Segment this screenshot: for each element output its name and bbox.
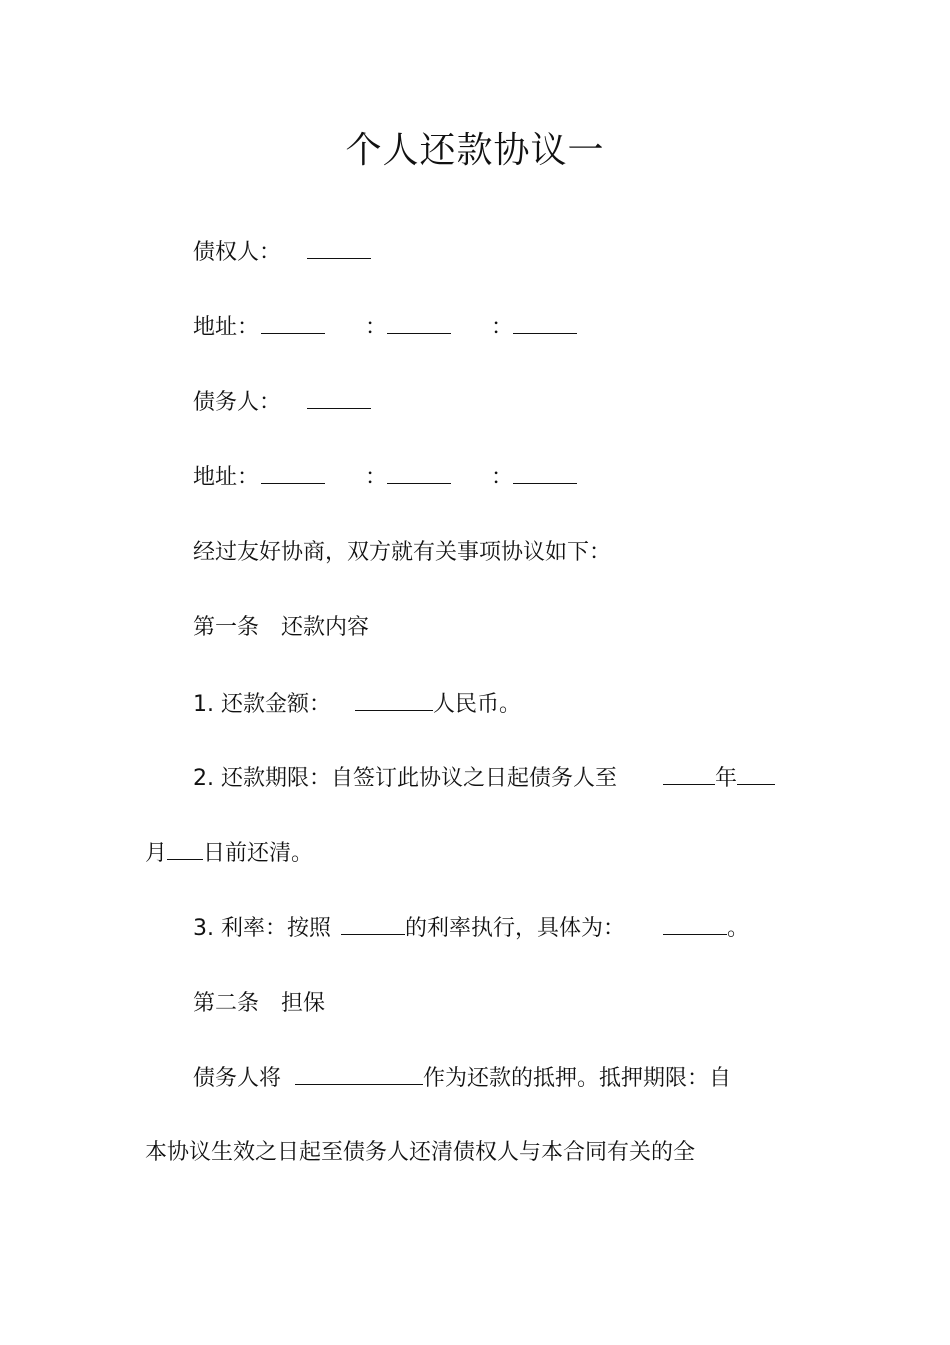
colon-separator: ： (491, 465, 514, 490)
creditor-address-line (193, 313, 577, 343)
debtor-blank (307, 388, 371, 409)
address-blank (387, 463, 451, 484)
amount-blank (355, 690, 433, 711)
item3-suffix: 。 (727, 916, 750, 941)
guarantee-line (193, 1064, 731, 1094)
item1-line (193, 690, 521, 720)
item2-suffix: 日前还清。 (203, 841, 314, 866)
address-blank (261, 313, 325, 334)
address-blank (513, 313, 577, 334)
colon-separator: ： (491, 315, 514, 340)
address-label: 地址： (193, 465, 260, 490)
day-blank (167, 839, 203, 860)
item3-line (193, 914, 749, 944)
debtor-label: 债务人： (193, 390, 282, 415)
article1-heading: 第一条 还款内容 (193, 615, 370, 640)
address-blank (261, 463, 325, 484)
guarantee-prefix: 债务人将 (193, 1066, 282, 1091)
guarantee-continuation-line: 本协议生效之日起至债务人还清债权人与本合同有关的全 (145, 1140, 696, 1165)
creditor-label: 债权人： (193, 240, 282, 265)
colon-separator: ： (365, 465, 388, 490)
address-label: 地址： (193, 315, 260, 340)
month-label: 月 (145, 841, 168, 866)
guarantee-line1-suffix: 作为还款的抵押。抵押期限：自 (423, 1066, 732, 1091)
collateral-blank (295, 1064, 423, 1085)
item2-prefix: 2. 还款期限：自签订此协议之日起债务人至 (193, 766, 617, 791)
item1-prefix: 1. 还款金额： (193, 692, 331, 717)
year-label: 年 (715, 766, 738, 791)
intro-paragraph: 经过友好协商，双方就有关事项协议如下： (193, 540, 612, 565)
item1-suffix: 人民币。 (432, 692, 521, 717)
item2-line (193, 764, 775, 794)
creditor-blank (307, 238, 371, 259)
colon-separator: ： (365, 315, 388, 340)
debtor-line (193, 388, 371, 418)
item3-mid: 的利率执行，具体为： (404, 916, 625, 941)
debtor-address-line (193, 463, 577, 493)
month-blank (737, 764, 775, 785)
creditor-line (193, 238, 371, 268)
document-title: 个人还款协议一 (345, 130, 605, 171)
item2-continuation-line (145, 839, 313, 869)
article2-heading: 第二条 担保 (193, 991, 326, 1016)
item3-prefix: 3. 利率：按照 (193, 916, 331, 941)
year-blank (663, 764, 715, 785)
rate-basis-blank (341, 914, 405, 935)
rate-detail-blank (663, 914, 727, 935)
address-blank (513, 463, 577, 484)
address-blank (387, 313, 451, 334)
